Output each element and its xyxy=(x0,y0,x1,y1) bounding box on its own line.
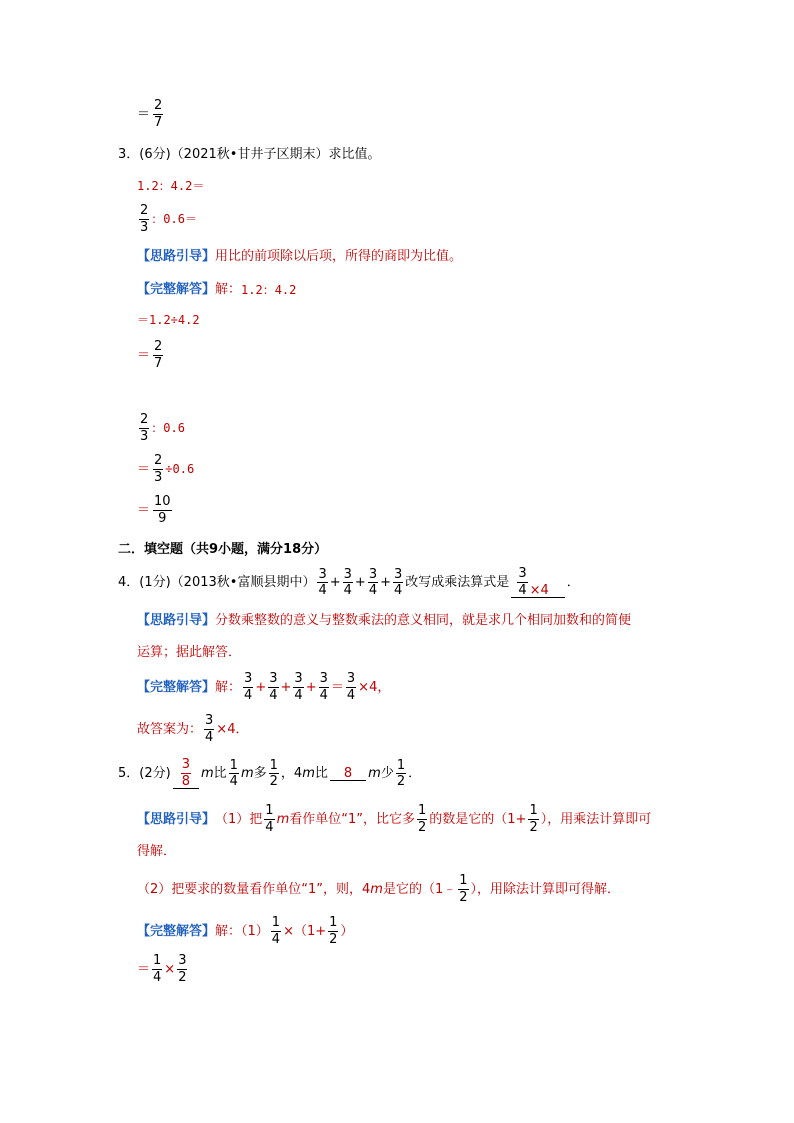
fraction: $\frac{3}{2}$ xyxy=(178,953,187,985)
period: ． xyxy=(566,575,580,591)
text-bi: 比 xyxy=(314,766,328,782)
text-bi: 比 xyxy=(213,766,227,782)
fraction: $\frac{1}{2}$ xyxy=(529,803,538,835)
q3-header: 3．(6分)（2021秋•甘井子区期末）求比值。 xyxy=(118,147,381,162)
answer-text: 解：（1） xyxy=(215,923,269,939)
hint-text: ，4 xyxy=(349,881,371,897)
fraction: $\frac{3}{4}$ xyxy=(368,566,378,599)
hint-text: 是它的（1﹣ xyxy=(382,881,457,897)
answer-text: ×4， xyxy=(358,679,391,695)
fraction: $\frac{3}{4}$ xyxy=(318,566,327,599)
fraction: $\frac{3}{8}$ xyxy=(181,757,190,789)
fraction: $\frac{1}{2}$ xyxy=(329,915,338,947)
expression: ：0.6 xyxy=(151,421,185,436)
fraction: $\frac{3}{4}$ xyxy=(394,566,403,599)
fraction: $\frac{3}{4}$ xyxy=(319,671,328,703)
answer-blank: 8 xyxy=(330,767,366,781)
plus-sign: + xyxy=(354,575,366,591)
equals-sign: ＝ xyxy=(137,961,151,977)
q4-question xyxy=(118,567,580,598)
q3-step2 xyxy=(137,340,165,370)
equals-sign: ＝ xyxy=(137,502,151,518)
answer-text: ×4 xyxy=(529,583,549,599)
text-duo: 多 xyxy=(253,766,267,782)
answer-tag: 【完整解答】 xyxy=(137,923,216,939)
q4-prefix: 4．(1分)（2013秋•富顺县期中） xyxy=(118,575,316,591)
fraction: $\frac{3}{4}$ xyxy=(294,671,303,703)
variable-m: m xyxy=(302,766,315,782)
q3-answer xyxy=(137,283,296,296)
q3-hint xyxy=(137,250,462,263)
variable-m: m xyxy=(368,766,381,782)
hint-tag: 【思路引导】 xyxy=(137,613,216,628)
fraction: $\frac{10}{9}$ xyxy=(154,494,171,526)
answer-jie: 解： xyxy=(215,282,242,297)
q5-step xyxy=(137,954,189,984)
top-result-line xyxy=(137,99,165,129)
variable-m: m xyxy=(200,766,214,782)
q5-prefix: 5．(2分) xyxy=(118,766,171,782)
q4-answer xyxy=(137,672,390,702)
fraction: $\frac{3}{4}$ xyxy=(343,566,352,599)
fraction: $\frac{2}{3}$ xyxy=(154,453,163,485)
fraction: $\frac{1}{4}$ xyxy=(265,803,274,835)
fraction: $\frac{1}{2}$ xyxy=(269,757,278,790)
equals-sign: ＝ xyxy=(330,679,344,695)
answer-tag: 【完整解答】 xyxy=(137,679,216,695)
equals-sign: ＝ xyxy=(137,461,151,477)
fraction: $\frac{3}{4}$ xyxy=(269,671,278,703)
hint-text: ），用除法计算即可得解． xyxy=(470,881,621,897)
conclusion-label: 故答案为： xyxy=(137,721,203,737)
plus-sign: + xyxy=(305,679,317,695)
text-shao: 少 xyxy=(380,766,394,782)
fraction: $\frac{2}{3}$ xyxy=(140,203,149,235)
q5-hint xyxy=(137,804,651,834)
q5-hint-line2: 得解． xyxy=(137,844,177,859)
fraction: $\frac{1}{2}$ xyxy=(396,757,406,790)
equals-sign: ＝ xyxy=(137,106,151,122)
q3-line2 xyxy=(137,204,197,234)
fraction: $\frac{1}{2}$ xyxy=(459,873,468,905)
fraction: $\frac{3}{4}$ xyxy=(205,713,214,745)
q5-question xyxy=(118,758,421,789)
plus-sign: + xyxy=(280,679,292,695)
q5-answer xyxy=(137,916,353,946)
q4-mid-text: 改写成乘法算式是 xyxy=(405,575,510,591)
hint-text: ），用乘法计算即可 xyxy=(540,811,652,827)
answer-blank xyxy=(511,567,564,598)
fraction: $\frac{1}{2}$ xyxy=(418,803,427,835)
q3-step1: ＝1.2÷4.2 xyxy=(137,313,200,327)
fraction: $\frac{2}{3}$ xyxy=(140,412,149,444)
expression: ：0.6＝ xyxy=(151,212,197,227)
fraction: $\frac{3}{4}$ xyxy=(244,671,253,703)
fraction: $\frac{2}{7}$ xyxy=(154,339,163,371)
plus-sign: + xyxy=(255,679,267,695)
variable-m: m xyxy=(370,881,383,897)
variable-m: m xyxy=(240,766,254,782)
q3-part2-b xyxy=(137,454,194,484)
fraction: $\frac{1}{4}$ xyxy=(229,757,238,790)
answer-text: ×（1+ xyxy=(283,923,327,939)
answer-tag: 【完整解答】 xyxy=(137,282,216,297)
q4-hint-line2: 运算；据此解答． xyxy=(137,645,242,660)
text-mid: ，4 xyxy=(280,766,303,782)
hint-text: 的数是它的（1+ xyxy=(429,811,527,827)
period: ． xyxy=(408,766,422,782)
section-title: 二．填空题（共9小题，满分18分） xyxy=(118,542,328,557)
times-sign: × xyxy=(164,961,176,977)
q3-line1: 1.2：4.2＝ xyxy=(137,179,205,193)
answer-expression: 1.2：4.2 xyxy=(241,282,297,297)
equals-sign: ＝ xyxy=(137,347,151,363)
hint-tag: 【思路引导】 xyxy=(137,249,216,264)
q5-hint2 xyxy=(137,874,620,904)
fraction: $\frac{1}{4}$ xyxy=(271,915,281,947)
answer-blank xyxy=(173,758,199,789)
hint-text: 用比的前项除以后项，所得的商即为比值。 xyxy=(215,249,463,264)
fraction: $\frac{3}{4}$ xyxy=(518,566,527,598)
plus-sign: + xyxy=(329,575,341,591)
q3-part2-a xyxy=(137,413,185,443)
variable-m: m xyxy=(276,811,290,827)
expression: ÷0.6 xyxy=(165,462,195,477)
conclusion-text: ×4． xyxy=(216,721,249,737)
hint-tag: 【思路引导】 xyxy=(137,811,216,827)
fraction: $\frac{1}{4}$ xyxy=(153,953,162,985)
plus-sign: + xyxy=(380,575,392,591)
hint-text: 看作单位“1”，比它多 xyxy=(289,811,415,827)
fraction: $\frac{2}{7}$ xyxy=(154,98,163,130)
hint-text: 分数乘整数的意义与整数乘法的意义相同，就是求几个相同加数和的简便 xyxy=(215,613,632,628)
answer-text: ） xyxy=(340,923,354,939)
q4-hint xyxy=(137,614,631,627)
hint-text: （2）把要求的数量看作单位“1”，则 xyxy=(137,881,350,897)
q4-conclusion xyxy=(137,714,248,744)
answer-jie: 解： xyxy=(215,679,242,695)
fraction: $\frac{3}{4}$ xyxy=(346,671,356,703)
q3-part2-c xyxy=(137,495,174,525)
hint-text: （1）把 xyxy=(215,811,263,827)
